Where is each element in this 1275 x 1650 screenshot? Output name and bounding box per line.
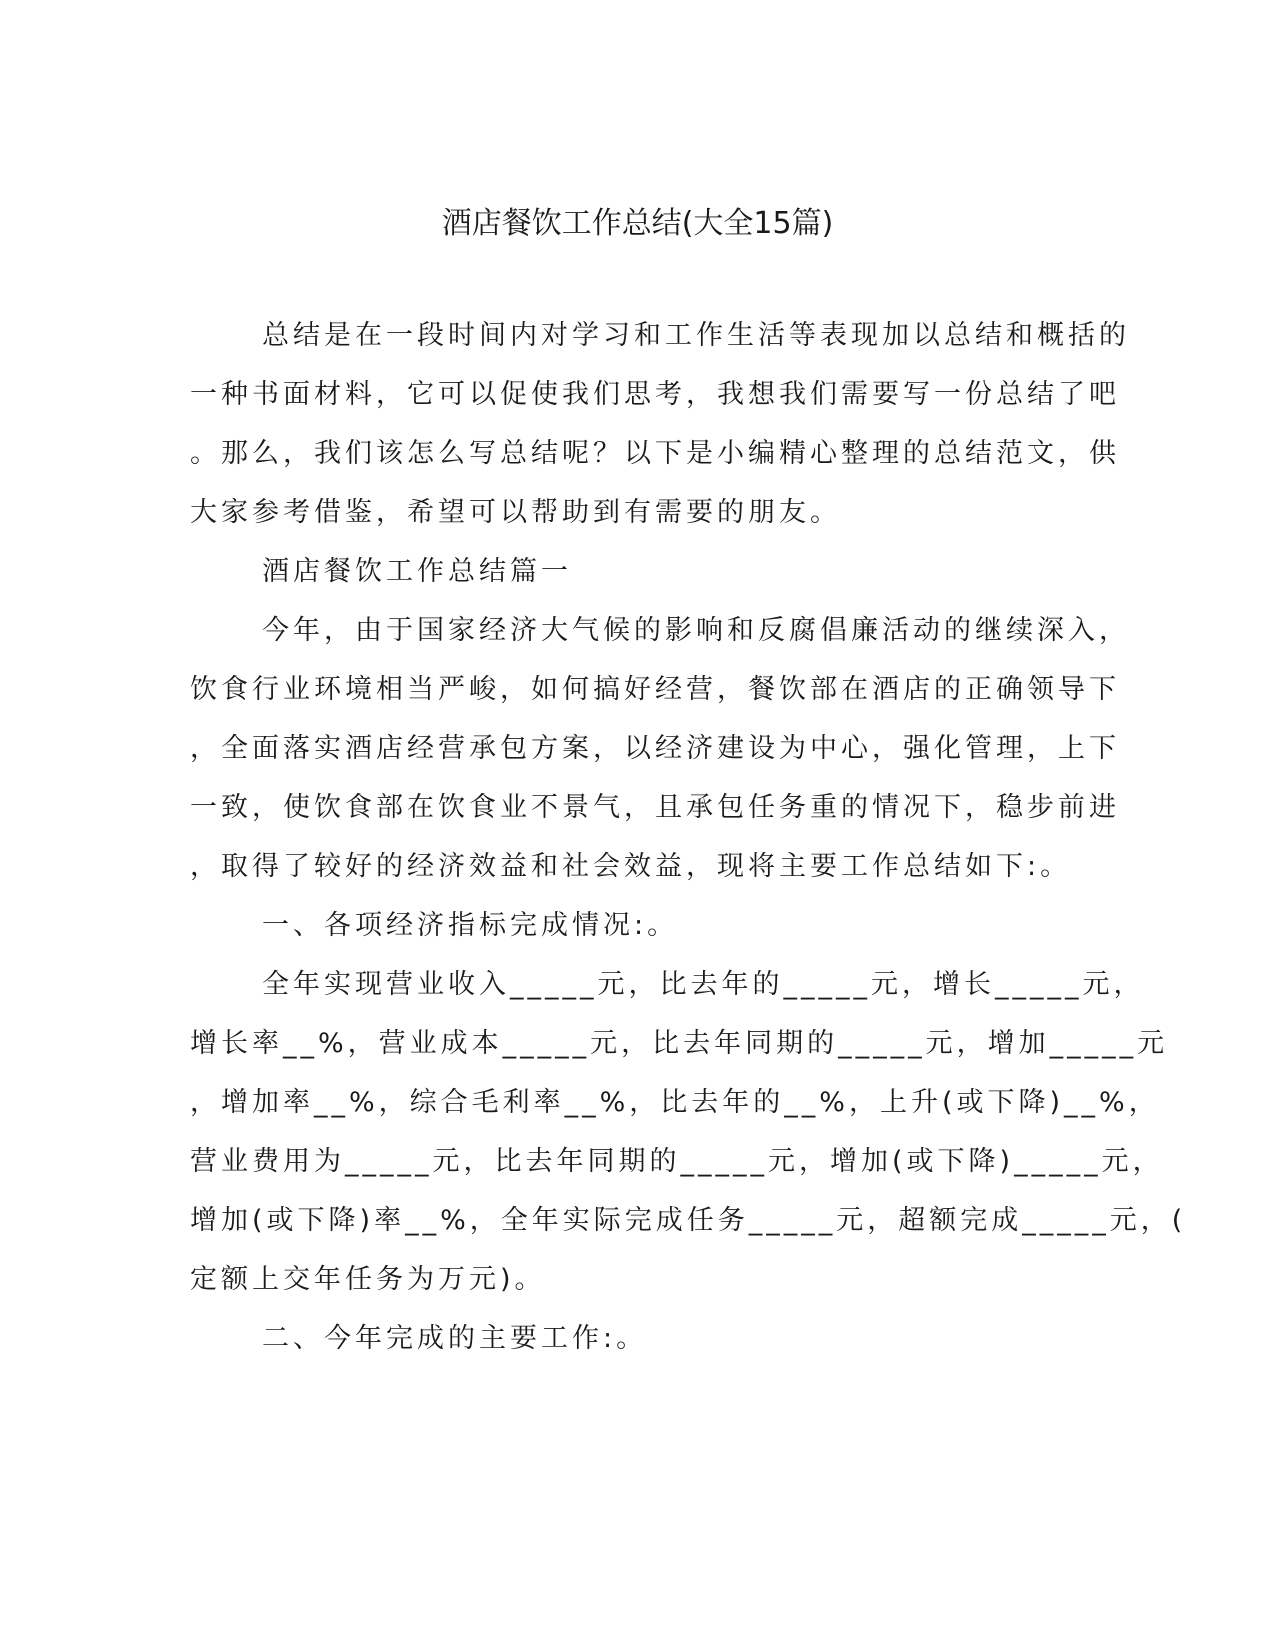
paragraph-line: 增长率__%，营业成本_____元，比去年同期的_____元，增加_____元 bbox=[190, 1028, 1169, 1059]
paragraph-line: 饮食行业环境相当严峻，如何搞好经营，餐饮部在酒店的正确领导下 bbox=[190, 674, 1120, 705]
paragraph-line: 大家参考借鉴，希望可以帮助到有需要的朋友。 bbox=[190, 497, 841, 528]
paragraph-line: 。那么，我们该怎么写总结呢？以下是小编精心整理的总结范文，供 bbox=[190, 438, 1120, 469]
subsection-heading: 一、各项经济指标完成情况:。 bbox=[262, 910, 679, 941]
paragraph-line: ，全面落实酒店经营承包方案，以经济建设为中心，强化管理，上下 bbox=[190, 733, 1120, 764]
document-title: 酒店餐饮工作总结(大全15篇) bbox=[441, 206, 834, 241]
section-heading: 酒店餐饮工作总结篇一 bbox=[262, 556, 572, 587]
paragraph-line: 一种书面材料，它可以促使我们思考，我想我们需要写一份总结了吧 bbox=[190, 379, 1120, 410]
paragraph-line: ，增加率__%，综合毛利率__%，比去年的__%，上升(或下降)__%， bbox=[190, 1087, 1160, 1118]
paragraph-line: 今年，由于国家经济大气候的影响和反腐倡廉活动的继续深入， bbox=[262, 615, 1130, 646]
paragraph-line: 营业费用为_____元，比去年同期的_____元，增加(或下降)_____元， bbox=[190, 1146, 1164, 1177]
paragraph-line: 全年实现营业收入_____元，比去年的_____元，增长_____元， bbox=[262, 969, 1145, 1000]
paragraph-line: 一致，使饮食部在饮食业不景气，且承包任务重的情况下，稳步前进 bbox=[190, 792, 1120, 823]
paragraph-line: ，取得了较好的经济效益和社会效益，现将主要工作总结如下:。 bbox=[190, 851, 1072, 882]
paragraph-line: 增加(或下降)率__%，全年实际完成任务_____元，超额完成_____元，( bbox=[190, 1205, 1187, 1236]
paragraph-line: 定额上交年任务为万元)。 bbox=[190, 1264, 546, 1295]
paragraph-line: 总结是在一段时间内对学习和工作生活等表现加以总结和概括的 bbox=[262, 320, 1130, 351]
subsection-heading: 二、今年完成的主要工作:。 bbox=[262, 1323, 648, 1354]
